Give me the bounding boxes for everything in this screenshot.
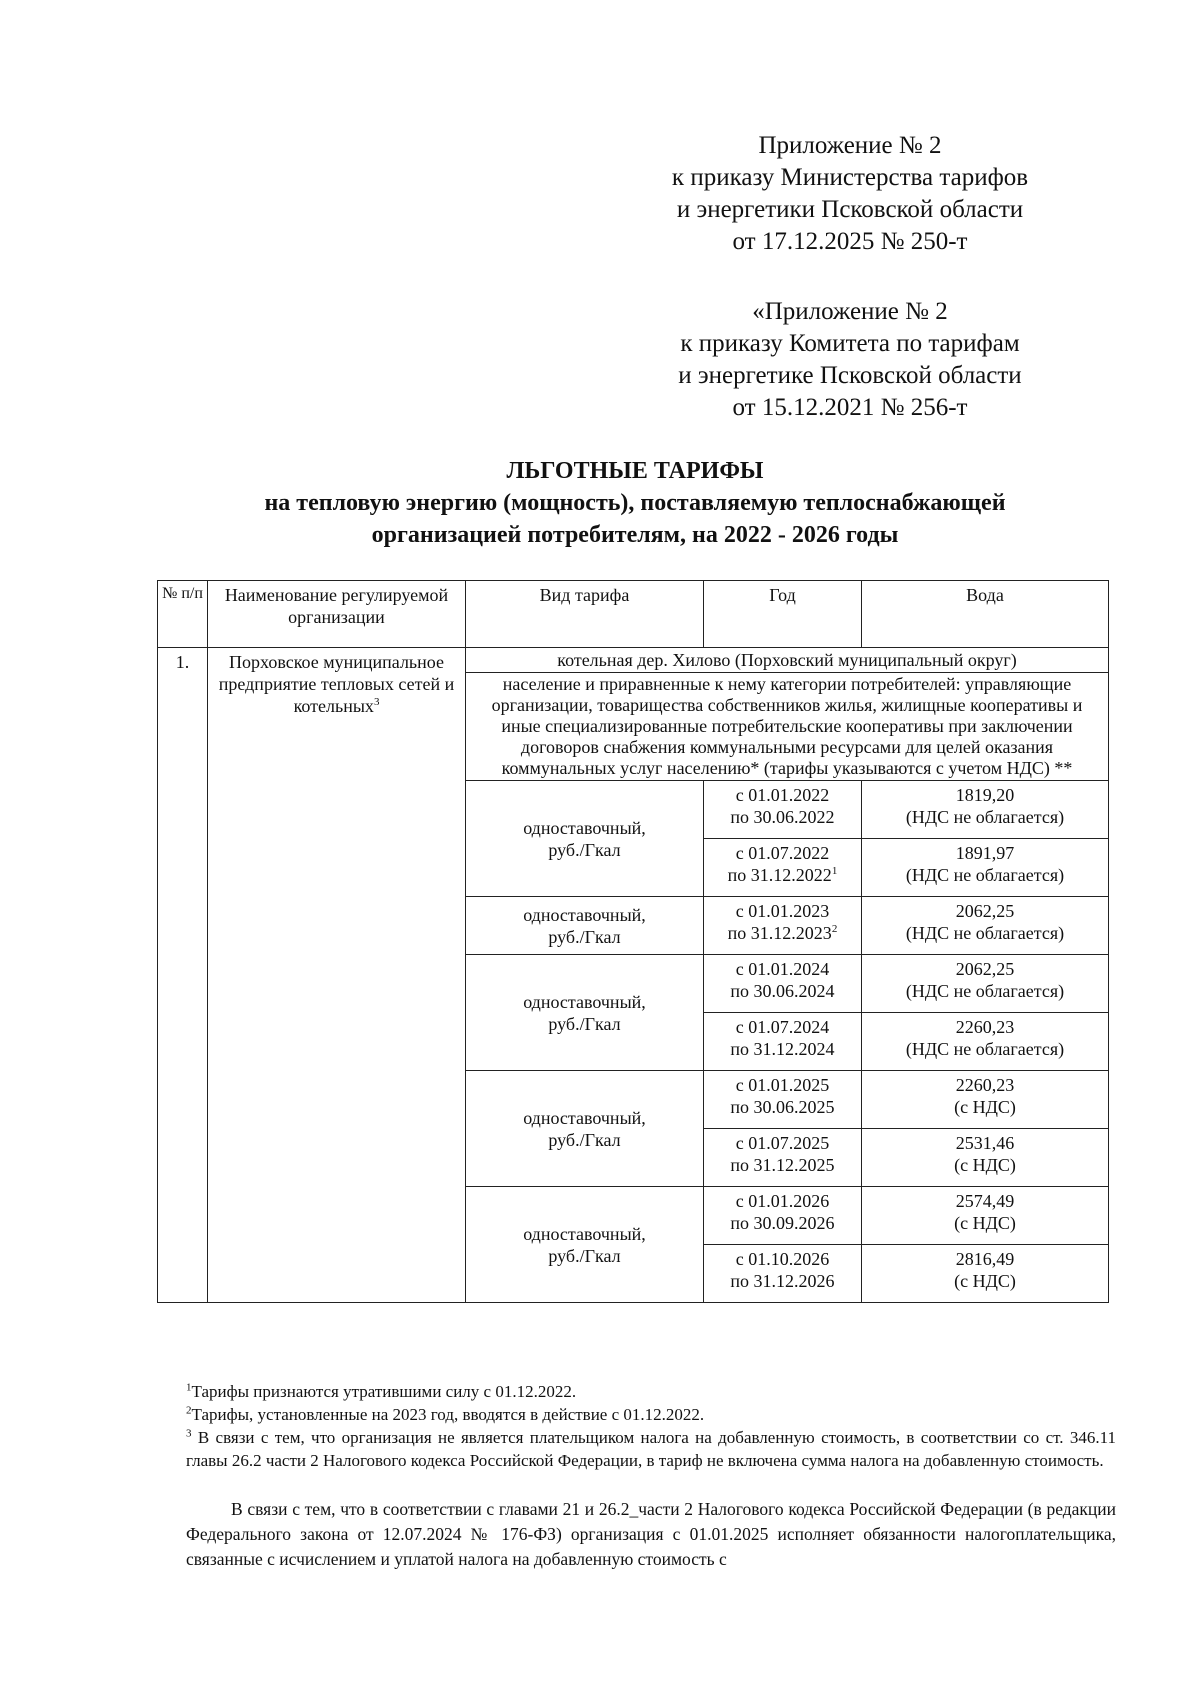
- period-to: [708, 1212, 857, 1234]
- period-to-text: по 30.06.2024: [730, 981, 835, 1001]
- tariff-value: 2062,25: [955, 901, 1015, 921]
- period-to-text: по 31.12.2023: [727, 923, 832, 943]
- tariff-value-cell: [862, 1245, 1109, 1303]
- vat-note: (с НДС): [954, 1213, 1016, 1233]
- period-from: с 01.01.2024: [735, 959, 830, 979]
- vat-note: (НДС не облагается): [905, 981, 1065, 1001]
- tariff-type-line: руб./Гкал: [548, 926, 621, 947]
- period-from: с 01.01.2023: [735, 901, 830, 921]
- appendix-line: «Приложение № 2: [752, 298, 948, 325]
- period-dates: [704, 1245, 862, 1303]
- tariff-value: 2816,49: [955, 1249, 1015, 1269]
- period-to: [708, 980, 857, 1002]
- period-dates: [704, 1187, 862, 1245]
- tariff-value: 2531,46: [955, 1133, 1015, 1153]
- period-to: [708, 922, 857, 944]
- period-to-text: по 31.12.2022: [727, 865, 832, 885]
- footnotes: [186, 1380, 1116, 1472]
- table-header-row: [158, 581, 1109, 648]
- period-from: с 01.07.2024: [735, 1017, 830, 1037]
- footnote-text: Тарифы, установленные на 2023 год, вводятся в действие с 01.12.2022.: [191, 1405, 705, 1424]
- tariff-value-cell: [862, 839, 1109, 897]
- tariff-table: [157, 580, 1109, 1303]
- vat-note: (НДС не облагается): [905, 807, 1065, 827]
- period-dates: [704, 839, 862, 897]
- footnote-ref: 1: [831, 865, 838, 877]
- tariff-type-line: руб./Гкал: [548, 1129, 621, 1150]
- period-from: с 01.01.2025: [735, 1075, 830, 1095]
- footnote-2: [186, 1403, 1116, 1426]
- tariff-value: 1891,97: [955, 843, 1015, 863]
- period-dates: [704, 781, 862, 839]
- tariff-type: [466, 897, 704, 955]
- tariff-type-line: одноставочный,: [523, 991, 646, 1012]
- period-from: с 01.07.2025: [735, 1133, 830, 1153]
- tariff-type-line: одноставочный,: [523, 904, 646, 925]
- footnote-marker: 2: [186, 1404, 192, 1417]
- period-to: [708, 806, 857, 828]
- title-line: ЛЬГОТНЫЕ ТАРИФЫ: [506, 458, 764, 484]
- table-row: [158, 648, 1109, 673]
- period-to-text: по 31.12.2025: [730, 1155, 835, 1175]
- period-to-text: по 30.09.2026: [730, 1213, 835, 1233]
- period-dates: [704, 1129, 862, 1187]
- period-to: [708, 1038, 857, 1060]
- period-from: с 01.01.2026: [735, 1191, 830, 1211]
- period-dates: [704, 1071, 862, 1129]
- document-title: [150, 455, 1120, 551]
- vat-note: (с НДС): [954, 1155, 1016, 1175]
- footnote-text: Тарифы признаются утратившими силу с 01.12.2022.: [191, 1382, 577, 1401]
- appendix-line: и энергетики Псковской области: [676, 196, 1024, 223]
- tariff-value-cell: [862, 955, 1109, 1013]
- title-line: организацией потребителям, на 2022 - 2026 годы: [371, 522, 899, 548]
- col-header-water: Вода: [862, 581, 1109, 648]
- tariff-value-cell: [862, 897, 1109, 955]
- organization-name-text: Порховское муниципальное предприятие тепловых сетей и котельных: [218, 652, 455, 716]
- appendix-line: к приказу Комитета по тарифам: [680, 330, 1020, 357]
- table-body: [158, 648, 1109, 1303]
- footnote-ref: 2: [831, 923, 838, 935]
- tariff-type: [466, 955, 704, 1071]
- tariff-type: [466, 781, 704, 897]
- period-to: [708, 1154, 857, 1176]
- tariff-value-cell: [862, 1071, 1109, 1129]
- boiler-house: котельная дер. Хилово (Порховский муниципальный округ): [466, 648, 1109, 673]
- period-dates: [704, 1013, 862, 1071]
- col-header-org: Наименование регулируемой организации: [208, 581, 466, 648]
- vat-note: (НДС не облагается): [905, 1039, 1065, 1059]
- consumer-category: население и приравненные к нему категории потребителей: управляющие организации, товарищества собственников жилья, жилищные кооперативы и иные специализированные потребительские кооперативы при заключении договоров снабжения коммунальными ресурсами для целей оказания коммунальных услуг населению* (тарифы указываются с учетом НДС) **: [466, 673, 1109, 781]
- tariff-type-line: руб./Гкал: [548, 839, 621, 860]
- period-to: [708, 1270, 857, 1292]
- organization-name: [208, 648, 466, 1303]
- appendix-line: от 17.12.2025 № 250-т: [732, 228, 968, 255]
- period-from: с 01.10.2026: [735, 1249, 830, 1269]
- appendix-header-previous: [620, 296, 1080, 424]
- tariff-type-line: одноставочный,: [523, 817, 646, 838]
- footnote-1: [186, 1380, 1116, 1403]
- footnote-3: [186, 1426, 1116, 1472]
- appendix-line: и энергетике Псковской области: [678, 362, 1022, 389]
- period-from: с 01.01.2022: [735, 785, 830, 805]
- appendix-line: к приказу Министерства тарифов: [671, 164, 1029, 191]
- appendix-header-current: [620, 130, 1080, 258]
- footnote-text: В связи с тем, что организация не является плательщиком налога на добавленную стоимость, в соответствии со ст. 346.11 главы 26.2 части 2 Налогового кодекса Российской Федерации, в тариф не включена сумма налога на добавленную стоимость.: [186, 1428, 1116, 1470]
- period-from: с 01.07.2022: [735, 843, 830, 863]
- vat-note: (НДС не облагается): [905, 923, 1065, 943]
- period-to-text: по 31.12.2024: [730, 1039, 835, 1059]
- title-line: на тепловую энергию (мощность), поставляемую теплоснабжающей: [264, 490, 1006, 516]
- row-number: 1.: [158, 648, 208, 1303]
- tariff-value: 1819,20: [955, 785, 1015, 805]
- tariff-type-line: руб./Гкал: [548, 1013, 621, 1034]
- tariff-value-cell: [862, 1129, 1109, 1187]
- tariff-type-line: одноставочный,: [523, 1107, 646, 1128]
- period-to-text: по 31.12.2026: [730, 1271, 835, 1291]
- footnote-marker: 1: [186, 1381, 192, 1394]
- col-header-tariff-type: Вид тарифа: [466, 581, 704, 648]
- body-paragraph: [186, 1497, 1116, 1572]
- tariff-type-line: одноставочный,: [523, 1223, 646, 1244]
- tariff-type: [466, 1187, 704, 1303]
- body-paragraph-text: В связи с тем, что в соответствии с главами 21 и 26.2_части 2 Налогового кодекса Российской Федерации (в редакции Федерального закона от 12.07.2024 № 176-ФЗ) организация с 01.01.2025 исполняет обязанности налогоплательщика, связанные с исчислением и уплатой налога на добавленную стоимость с: [186, 1499, 1116, 1569]
- vat-note: (с НДС): [954, 1271, 1016, 1291]
- tariff-value-cell: [862, 1013, 1109, 1071]
- period-dates: [704, 897, 862, 955]
- footnote-marker: 3: [186, 1427, 192, 1440]
- tariff-value: 2260,23: [955, 1017, 1015, 1037]
- col-header-year: Год: [704, 581, 862, 648]
- col-header-num: № п/п: [158, 581, 208, 648]
- period-to: [708, 864, 857, 886]
- appendix-line: Приложение № 2: [758, 132, 942, 159]
- period-to: [708, 1096, 857, 1118]
- footnote-ref: 3: [373, 696, 380, 708]
- period-dates: [704, 955, 862, 1013]
- period-to-text: по 30.06.2022: [730, 807, 835, 827]
- appendix-line: от 15.12.2021 № 256-т: [732, 394, 968, 421]
- tariff-value: 2260,23: [955, 1075, 1015, 1095]
- tariff-value: 2574,49: [955, 1191, 1015, 1211]
- tariff-value-cell: [862, 781, 1109, 839]
- period-to-text: по 30.06.2025: [730, 1097, 835, 1117]
- tariff-value-cell: [862, 1187, 1109, 1245]
- tariff-type: [466, 1071, 704, 1187]
- tariff-value: 2062,25: [955, 959, 1015, 979]
- vat-note: (с НДС): [954, 1097, 1016, 1117]
- tariff-type-line: руб./Гкал: [548, 1245, 621, 1266]
- vat-note: (НДС не облагается): [905, 865, 1065, 885]
